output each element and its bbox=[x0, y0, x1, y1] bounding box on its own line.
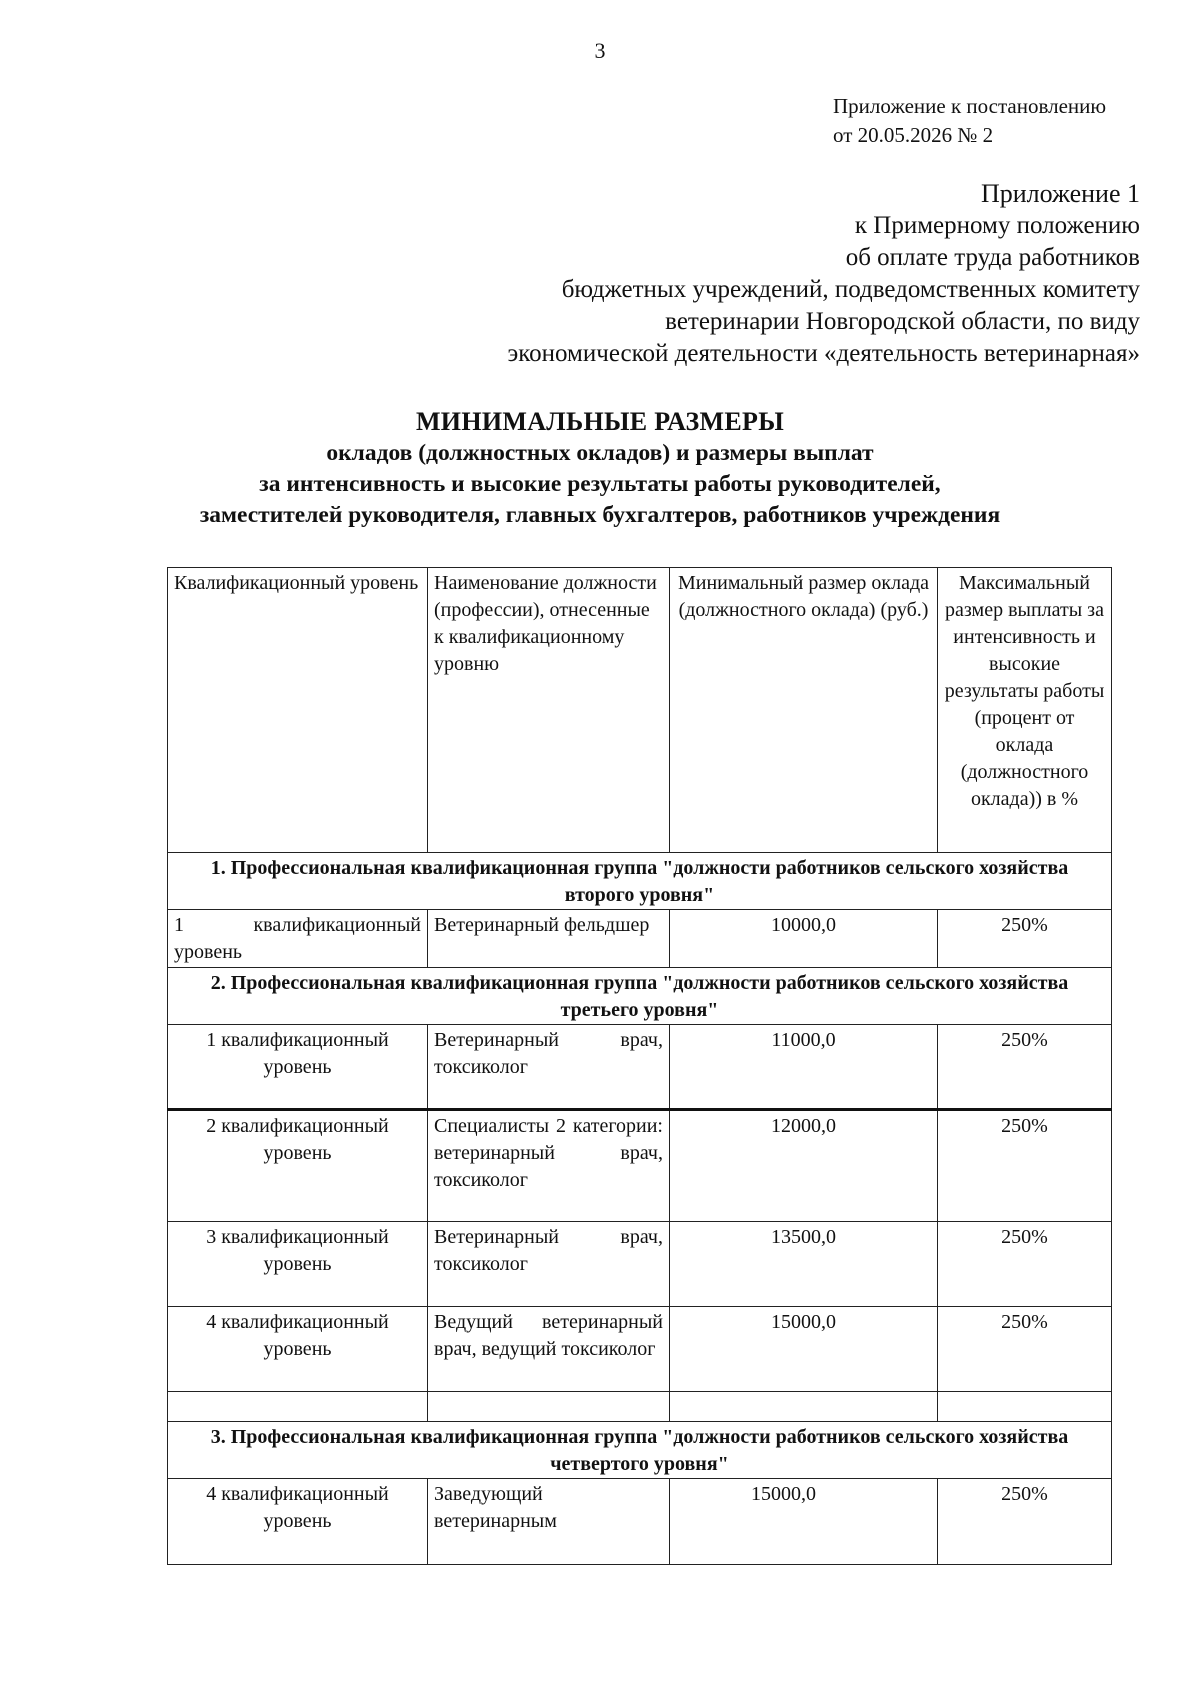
group-row bbox=[168, 1422, 1112, 1479]
group-title: 1. Профессиональная квалификационная группа "должности работников сельского хозяйства второго уровня" bbox=[168, 853, 1112, 910]
cell-pct: 250% bbox=[938, 1222, 1112, 1307]
table-row bbox=[168, 1307, 1112, 1392]
annex-line: ветеринарии Новгородской области, по виду bbox=[665, 308, 1140, 335]
table-row bbox=[168, 910, 1112, 968]
cell-position: Ведущий ветеринарный врач, ведущий токсиколог bbox=[428, 1307, 670, 1392]
cell-empty bbox=[670, 1392, 938, 1422]
title-line: за интенсивность и высокие результаты работы руководителей, bbox=[259, 471, 941, 497]
salary-table bbox=[167, 567, 1112, 1565]
cell-level: 1 квалификационный уровень bbox=[168, 1025, 428, 1110]
table-row-empty bbox=[168, 1392, 1112, 1422]
cell-level: 3 квалификационный уровень bbox=[168, 1222, 428, 1307]
approval-line: Приложение к постановлению bbox=[833, 94, 1107, 118]
title-main: МИНИМАЛЬНЫЕ РАЗМЕРЫ bbox=[415, 407, 785, 436]
approval-note bbox=[833, 92, 1106, 150]
cell-position: Заведующий ветеринарным bbox=[428, 1479, 670, 1565]
title-line: заместителей руководителя, главных бухгалтеров, работников учреждения bbox=[199, 502, 1001, 528]
header-level: Квалификационный уровень bbox=[168, 568, 428, 853]
cell-position: Ветеринарный врач, токсиколог bbox=[428, 1025, 670, 1110]
cell-salary: 13500,0 bbox=[670, 1222, 938, 1307]
cell-position: Ветеринарный врач, токсиколог bbox=[428, 1222, 670, 1307]
annex-title: Приложение 1 bbox=[980, 179, 1140, 208]
cell-pct: 250% bbox=[938, 1025, 1112, 1110]
approval-date-number: от 20.05.2026 № 2 bbox=[833, 123, 994, 147]
annex-line: экономической деятельности «деятельность ветеринарная» bbox=[507, 340, 1140, 367]
annex-line: об оплате труда работников bbox=[845, 244, 1140, 271]
header-position: Наименование должности (профессии), отнесенные к квалификационному уровню bbox=[428, 568, 670, 853]
cell-pct: 250% bbox=[938, 910, 1112, 968]
group-row bbox=[168, 853, 1112, 910]
table-header-row bbox=[168, 568, 1112, 853]
annex-line: бюджетных учреждений, подведомственных комитету bbox=[561, 276, 1140, 303]
cell-level: 4 квалификационный уровень bbox=[168, 1479, 428, 1565]
cell-empty bbox=[428, 1392, 670, 1422]
cell-salary: 10000,0 bbox=[670, 910, 938, 968]
table-row bbox=[168, 1025, 1112, 1110]
cell-salary: 15000,0 bbox=[670, 1307, 938, 1392]
cell-level: 1 квалификационный уровень bbox=[168, 910, 428, 968]
cell-salary: 12000,0 bbox=[670, 1110, 938, 1222]
group-title: 3. Профессиональная квалификационная группа "должности работников сельского хозяйства четвертого уровня" bbox=[168, 1422, 1112, 1479]
header-min-salary: Минимальный размер оклада (должностного оклада) (руб.) bbox=[670, 568, 938, 853]
header-max-payment: Максимальный размер выплаты за интенсивность и высокие результаты работы (процент от оклада (должностного оклада)) в % bbox=[938, 568, 1112, 853]
annex-line: к Примерному положению bbox=[854, 212, 1140, 239]
table-row bbox=[168, 1110, 1112, 1222]
cell-empty bbox=[938, 1392, 1112, 1422]
cell-pct: 250% bbox=[938, 1110, 1112, 1222]
document-title bbox=[0, 405, 1200, 531]
cell-pct: 250% bbox=[938, 1307, 1112, 1392]
cell-level: 4 квалификационный уровень bbox=[168, 1307, 428, 1392]
cell-level: 2 квалификационный уровень bbox=[168, 1110, 428, 1222]
page-number: 3 bbox=[594, 38, 606, 63]
cell-position: Ветеринарный фельдшер bbox=[428, 910, 670, 968]
cell-pct: 250% bbox=[938, 1479, 1112, 1565]
annex-header bbox=[508, 178, 1140, 370]
cell-salary: 15000,0 bbox=[670, 1479, 938, 1565]
group-title: 2. Профессиональная квалификационная группа "должности работников сельского хозяйства третьего уровня" bbox=[168, 968, 1112, 1025]
table-row bbox=[168, 1222, 1112, 1307]
title-line: окладов (должностных окладов) и размеры выплат bbox=[326, 440, 874, 466]
cell-salary: 11000,0 bbox=[670, 1025, 938, 1110]
cell-empty bbox=[168, 1392, 428, 1422]
table-row bbox=[168, 1479, 1112, 1565]
group-row bbox=[168, 968, 1112, 1025]
cell-position: Специалисты 2 категории: ветеринарный врач, токсиколог bbox=[428, 1110, 670, 1222]
